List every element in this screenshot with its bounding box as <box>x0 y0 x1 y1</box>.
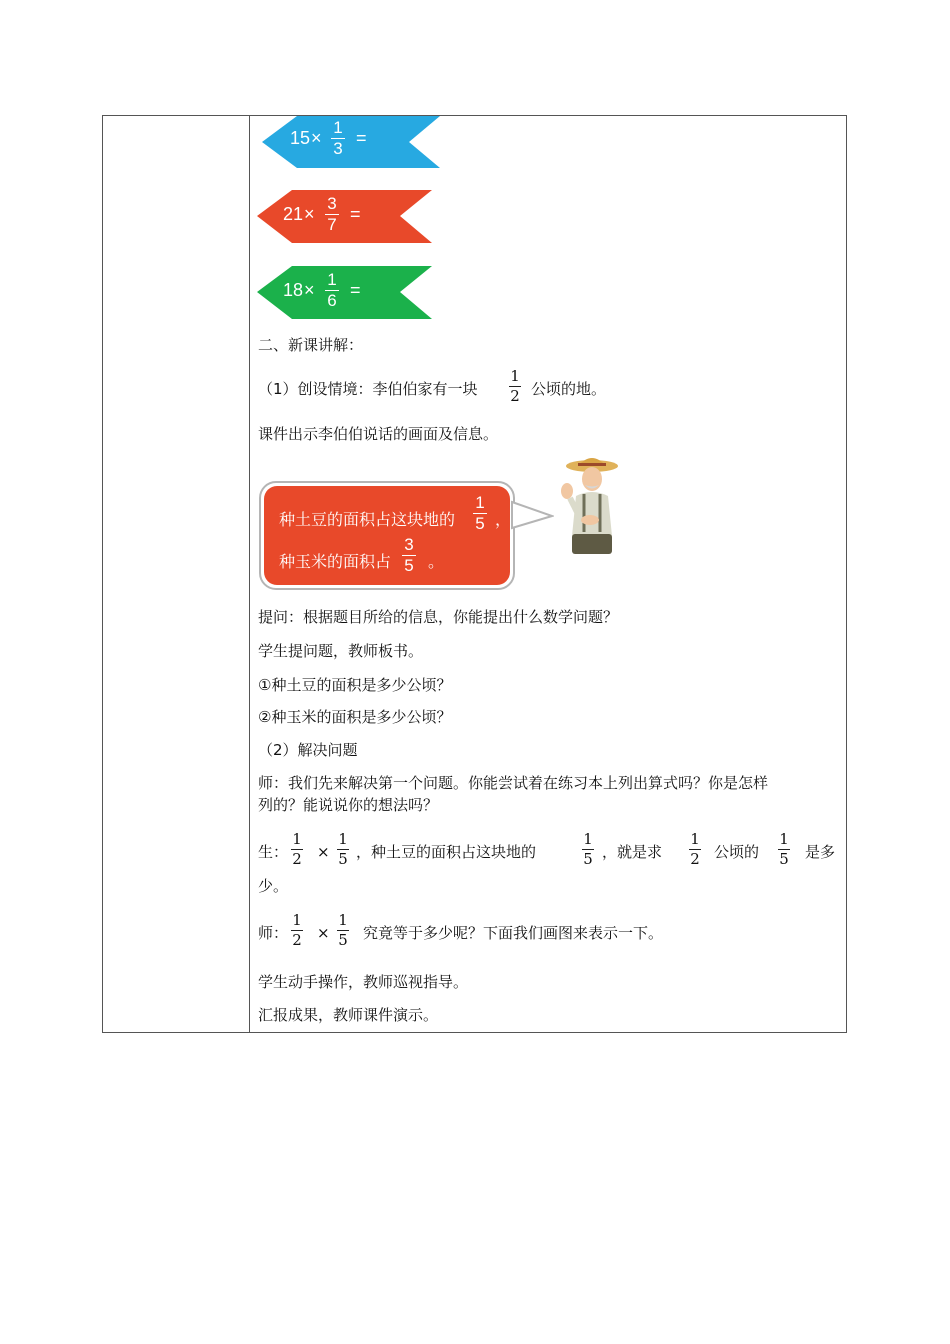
operate-line: 学生动手操作，教师巡视指导。 <box>258 973 469 991</box>
numerator: 1 <box>510 367 520 385</box>
teacher-line-1b: 列的？能说说你的想法吗？ <box>258 796 439 814</box>
teacher2-fraction-2 <box>337 912 349 949</box>
flag-1-fraction <box>331 119 345 158</box>
denominator: 5 <box>338 850 348 868</box>
student-questions-line: 学生提问题，教师板书。 <box>258 642 424 660</box>
question-line: 提问：根据题目所给的信息，你能提出什么数学问题？ <box>258 608 619 626</box>
numerator: 1 <box>690 830 700 848</box>
denominator: 2 <box>510 387 520 405</box>
flag-2-fraction <box>325 195 339 234</box>
flag-1-equals: = <box>356 128 367 148</box>
column-divider <box>249 116 250 1032</box>
section-title: 二、新课讲解： <box>258 336 364 354</box>
denominator: 5 <box>475 514 485 533</box>
flag-3-whole: 18 <box>283 280 304 300</box>
denominator: 2 <box>292 850 302 868</box>
numerator: 1 <box>292 911 302 929</box>
report-line: 汇报成果，教师课件演示。 <box>258 1006 439 1024</box>
flag-2-times: × <box>304 204 315 224</box>
farmer-illustration <box>558 452 628 556</box>
situation-text: （1）创设情境：李伯伯家有一块 <box>258 380 478 398</box>
numerator: 1 <box>333 118 343 137</box>
bubble-line1: 种土豆的面积占这块地的 <box>279 510 456 529</box>
situation-fraction <box>509 368 521 405</box>
teacher2-fraction-1 <box>291 912 303 949</box>
denominator: 5 <box>583 850 593 868</box>
numerator: 1 <box>583 830 593 848</box>
numerator: 3 <box>404 535 414 554</box>
teacher2-text: 究竟等于多少呢？下面我们画图来表示一下。 <box>363 924 664 942</box>
denominator: 2 <box>690 850 700 868</box>
flag-3-equals: = <box>350 280 361 300</box>
flag-3-times: × <box>304 280 315 300</box>
student-fraction-1 <box>291 831 303 868</box>
flag-blue <box>262 116 440 168</box>
student-text-4: 是多 <box>805 843 836 861</box>
bubble-comma: ， <box>495 510 512 529</box>
student-text-1: ，种土豆的面积占这块地的 <box>356 843 537 861</box>
student-times: × <box>317 843 330 861</box>
flag-3-fraction <box>325 271 339 310</box>
flag-1-times: × <box>311 128 322 148</box>
question-1: ①种土豆的面积是多少公顷？ <box>258 676 452 694</box>
numerator: 1 <box>292 830 302 848</box>
numerator: 1 <box>475 493 485 512</box>
flag-2-equals: = <box>350 204 361 224</box>
student-fraction-4 <box>689 831 701 868</box>
denominator: 5 <box>779 850 789 868</box>
student-fraction-2 <box>337 831 349 868</box>
denominator: 7 <box>327 215 337 234</box>
student-text-5: 少。 <box>258 877 289 895</box>
bubble-line2: 种玉米的面积占 <box>279 552 392 571</box>
numerator: 1 <box>779 830 789 848</box>
denominator: 6 <box>327 291 337 310</box>
student-fraction-5 <box>778 831 790 868</box>
denominator: 5 <box>338 931 348 949</box>
teacher2-prefix: 师： <box>258 924 289 942</box>
numerator: 3 <box>327 194 337 213</box>
teacher2-times: × <box>317 924 330 942</box>
denominator: 5 <box>404 556 414 575</box>
flag-2-whole: 21 <box>283 204 304 224</box>
numerator: 1 <box>327 270 337 289</box>
question-2: ②种玉米的面积是多少公顷？ <box>258 708 452 726</box>
courseware-line: 课件出示李伯伯说话的画面及信息。 <box>258 425 499 443</box>
denominator: 3 <box>333 139 343 158</box>
numerator: 1 <box>338 911 348 929</box>
student-text-2: ，就是求 <box>602 843 663 861</box>
situation-suffix: 公顷的地。 <box>531 380 607 398</box>
denominator: 2 <box>292 931 302 949</box>
student-text-3: 公顷的 <box>714 843 760 861</box>
student-prefix: 生： <box>258 843 289 861</box>
student-fraction-3 <box>582 831 594 868</box>
bubble-fraction-1 <box>473 494 487 533</box>
solve-title: （2）解决问题 <box>258 741 358 759</box>
numerator: 1 <box>338 830 348 848</box>
bubble-period: 。 <box>428 552 445 571</box>
bubble-fraction-2 <box>402 536 416 575</box>
teacher-line-1a: 师：我们先来解决第一个问题。你能尝试着在练习本上列出算式吗？你是怎样 <box>258 774 769 792</box>
flag-1-whole: 15 <box>290 128 311 148</box>
